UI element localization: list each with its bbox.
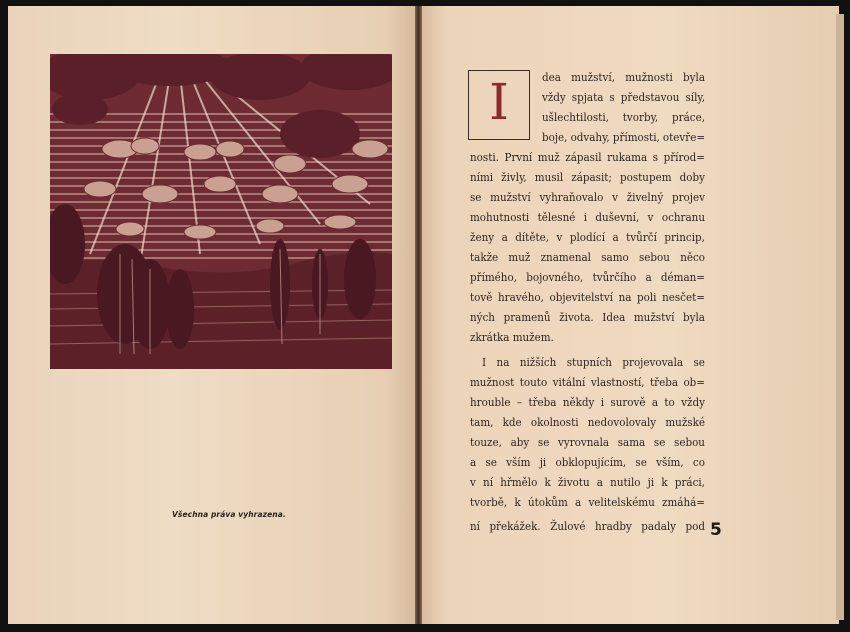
word: přímosti,: [612, 130, 660, 144]
word: i: [583, 210, 588, 224]
word: s: [609, 90, 615, 104]
word: mohutnosti: [470, 210, 530, 224]
word: musil: [534, 170, 564, 184]
word: mužnost: [470, 375, 515, 389]
text-line: [470, 472, 705, 492]
justified-line: [542, 67, 705, 87]
word: byla: [683, 310, 705, 324]
word: princip,: [664, 230, 705, 244]
word: pramenů: [503, 310, 551, 324]
justified-line: [470, 452, 705, 472]
word: nižších: [519, 355, 557, 369]
word: První: [504, 150, 533, 164]
word: mužství,: [571, 70, 615, 84]
text-line: [470, 287, 705, 307]
rights-notice: Všechna práva vyhrazena.: [172, 510, 286, 519]
text-line: [470, 207, 705, 227]
justified-line: [470, 247, 705, 267]
text-line: [470, 492, 705, 512]
word: ženy: [470, 230, 495, 244]
text-line: [542, 107, 705, 127]
word: hravého,: [497, 290, 544, 304]
word: hřmělo: [500, 475, 538, 489]
justified-line: [470, 147, 705, 167]
word: ných: [470, 310, 495, 324]
word: sebou: [638, 250, 670, 264]
word: rukama: [607, 150, 648, 164]
word: a: [651, 395, 659, 409]
word: projev: [671, 190, 705, 204]
word: muž: [508, 250, 531, 264]
word: zmáhá=: [662, 495, 705, 509]
word: pod: [685, 519, 705, 533]
word: muž: [537, 150, 560, 164]
word: něco: [680, 250, 705, 264]
page-edge: [836, 14, 844, 620]
word: vlastností,: [590, 375, 645, 389]
word: zápasil: [565, 150, 602, 164]
word: obklopujícím,: [555, 455, 627, 469]
word: dea: [542, 70, 561, 84]
text-line: [470, 247, 705, 267]
justified-line: [470, 516, 705, 536]
word: práci,: [674, 475, 705, 489]
word: a: [470, 455, 477, 469]
justified-line: [470, 472, 705, 492]
word: se: [537, 435, 550, 449]
word: živelný: [626, 190, 664, 204]
word: velitelskému: [588, 495, 655, 509]
word: útokům: [527, 495, 568, 509]
justified-line: [470, 187, 705, 207]
word: aby: [510, 435, 530, 449]
word: třeba: [528, 395, 557, 409]
word: spjata: [571, 90, 604, 104]
word: takže: [470, 250, 499, 264]
text-line: [470, 267, 705, 287]
text-line: [470, 412, 705, 432]
word: Idea: [602, 310, 626, 324]
page-number: 5: [710, 520, 722, 540]
word: se: [635, 455, 647, 469]
word: vším,: [656, 455, 684, 469]
word: ní: [483, 475, 494, 489]
justified-line: [542, 107, 705, 127]
word: i: [600, 395, 605, 409]
text-line: [470, 187, 705, 207]
justified-line: [470, 392, 705, 412]
word: bojovného,: [526, 270, 584, 284]
word: odvahy,: [570, 130, 610, 144]
word: tově: [470, 290, 493, 304]
word: vším: [506, 455, 531, 469]
word: na: [618, 290, 632, 304]
text-line: [470, 432, 705, 452]
word: a: [575, 495, 582, 509]
text-line: [542, 127, 705, 147]
word: tvorbě,: [470, 495, 508, 509]
word: ušlechtilosti,: [542, 110, 609, 124]
word: ji: [647, 475, 655, 489]
book-gutter: [415, 6, 422, 624]
word: na: [496, 355, 510, 369]
word: ob=: [683, 375, 705, 389]
text-line: [470, 227, 705, 247]
justified-line: [470, 167, 705, 187]
word: k: [514, 495, 521, 509]
word: sama: [617, 435, 646, 449]
justified-line: [470, 412, 705, 432]
word: tvorby,: [622, 110, 659, 124]
justified-line: [470, 372, 705, 392]
word: života.: [559, 310, 594, 324]
word: ními: [470, 170, 494, 184]
word: hradby: [594, 519, 632, 533]
word: to: [664, 395, 675, 409]
word: se: [470, 190, 482, 204]
word: zápasit;: [571, 170, 612, 184]
word: se: [693, 355, 705, 369]
word: znamenal: [540, 250, 591, 264]
word: ní: [470, 519, 480, 533]
word: k: [544, 475, 551, 489]
text-line: [470, 516, 705, 536]
word: mužské: [665, 415, 705, 429]
word: samo: [601, 250, 629, 264]
word: byla: [683, 70, 705, 84]
word: objevitelství: [549, 290, 613, 304]
word: práce,: [672, 110, 705, 124]
word: s: [652, 150, 659, 164]
word: se: [485, 455, 497, 469]
word: k: [661, 475, 668, 489]
text-line: [470, 167, 705, 187]
word: poli: [637, 290, 657, 304]
word: déman=: [660, 270, 705, 284]
word: síly,: [685, 90, 705, 104]
word: mužství: [490, 190, 531, 204]
word: surově: [610, 395, 646, 409]
text-line: zkrátka mužem.: [470, 330, 554, 344]
justified-line: [470, 267, 705, 287]
justified-line: [470, 287, 705, 307]
word: a: [645, 270, 652, 284]
word: tělesné: [537, 210, 576, 224]
text-line: [470, 147, 705, 167]
word: nosti.: [470, 150, 499, 164]
word: mužnosti: [625, 70, 673, 84]
text-line: [542, 87, 705, 107]
word: někdy: [562, 395, 595, 409]
drop-cap-letter: I: [489, 73, 509, 131]
word: ji: [539, 455, 547, 469]
word: se: [653, 435, 666, 449]
word: ochranu: [661, 210, 705, 224]
word: vyrovnala: [558, 435, 610, 449]
word: v: [612, 190, 618, 204]
word: dítěte,: [515, 230, 549, 244]
drop-cap-frame: [468, 70, 530, 140]
word: v: [556, 230, 563, 244]
word: boje,: [542, 130, 568, 144]
word: doby: [679, 170, 705, 184]
word: představou: [620, 90, 680, 104]
word: duševní,: [595, 210, 640, 224]
word: vitální: [552, 375, 586, 389]
text-line: [470, 452, 705, 472]
word: a: [596, 475, 603, 489]
word: překážek.: [489, 519, 541, 533]
word: nesčet=: [662, 290, 705, 304]
word: přírod=: [663, 150, 705, 164]
word: nutilo: [610, 475, 641, 489]
word: vždy: [542, 90, 566, 104]
justified-line: [542, 127, 705, 147]
word: v: [470, 475, 476, 489]
word: vždy: [681, 395, 705, 409]
word: co: [692, 455, 705, 469]
word: přímého,: [470, 270, 517, 284]
word: postupem: [620, 170, 672, 184]
word: okolnosti: [530, 415, 579, 429]
word: stupních: [566, 355, 612, 369]
justified-line: [470, 307, 705, 327]
text-line: [470, 372, 705, 392]
justified-line: [470, 432, 705, 452]
text-line: [470, 307, 705, 327]
word: padaly: [641, 519, 677, 533]
word: a: [501, 230, 508, 244]
word: a: [612, 230, 619, 244]
word: sebou: [674, 435, 705, 449]
justified-line: [470, 492, 705, 512]
word: otevře=: [662, 130, 705, 144]
text-line: [470, 392, 705, 412]
word: tvůrčí: [626, 230, 657, 244]
word: v: [647, 210, 654, 224]
justified-line: [470, 227, 705, 247]
word: životu: [557, 475, 590, 489]
justified-line: [542, 87, 705, 107]
text-line: [482, 352, 705, 372]
word: plodící: [569, 230, 606, 244]
word: vyhraňovalo: [539, 190, 604, 204]
word: tvůrčího: [592, 270, 637, 284]
word: kde: [502, 415, 522, 429]
word: touto: [519, 375, 548, 389]
word: –: [516, 395, 523, 409]
word: hrouble: [470, 395, 511, 409]
justified-line: [482, 352, 705, 372]
word: I: [482, 355, 487, 369]
word: Žulové: [550, 519, 586, 533]
word: živly,: [501, 170, 527, 184]
word: projevovala: [622, 355, 684, 369]
word: třeba: [649, 375, 678, 389]
text-line: [542, 67, 705, 87]
word: tam,: [470, 415, 494, 429]
word: nedovolovaly: [587, 415, 657, 429]
word: mužství: [633, 310, 675, 324]
word: touze,: [470, 435, 502, 449]
woodcut-illustration: [50, 54, 392, 369]
justified-line: [470, 207, 705, 227]
